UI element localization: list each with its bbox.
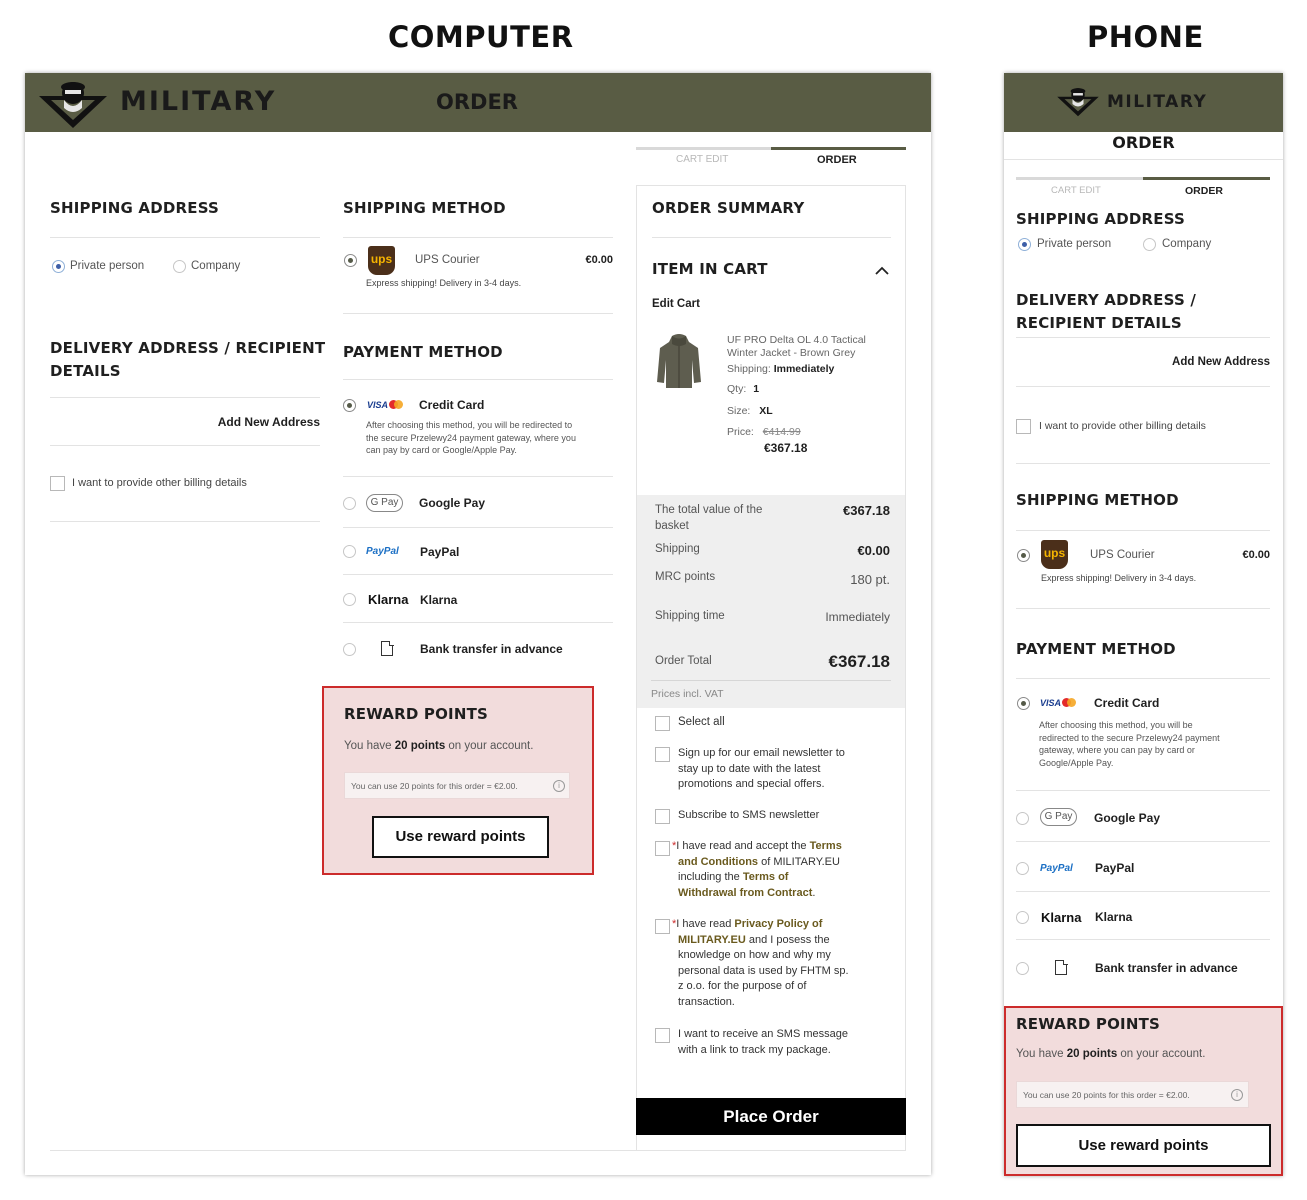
select-all-checkbox[interactable] <box>655 716 670 731</box>
radio-credit-card[interactable] <box>1017 697 1030 710</box>
terms-checkbox[interactable] <box>655 841 670 856</box>
delivery-title-line2: RECIPIENT DETAILS <box>1016 314 1182 332</box>
ups-logo-icon: ups <box>368 246 395 275</box>
divider <box>343 313 613 314</box>
divider <box>343 574 613 575</box>
tracking-sms-label[interactable] <box>678 1027 848 1058</box>
klarna-logo-icon: Klarna <box>1041 910 1082 925</box>
terms-text: I have read and accept the <box>676 840 810 852</box>
divider <box>1016 463 1270 464</box>
billing-details-checkbox[interactable] <box>1016 419 1031 434</box>
google-pay-logo-icon: G Pay <box>366 494 403 512</box>
privacy-text: I have read <box>676 918 735 930</box>
privacy-checkbox[interactable] <box>655 919 670 934</box>
ups-courier-label[interactable]: UPS Courier <box>1090 549 1155 561</box>
terms-label[interactable] <box>672 839 842 901</box>
step-bar-cart-edit <box>636 147 771 150</box>
delivery-title <box>50 337 325 383</box>
radio-private-person[interactable] <box>1018 238 1031 251</box>
terms-text: including the <box>678 871 743 883</box>
paypal-logo-icon: PayPal <box>1040 863 1073 874</box>
product-qty <box>727 383 759 395</box>
radio-paypal[interactable] <box>343 545 356 558</box>
step-bar-order <box>1143 177 1270 180</box>
credit-card-desc-line: the secure Przelewy24 payment gateway, where you <box>366 432 576 443</box>
size-label: Size: <box>727 405 751 417</box>
place-order-button[interactable]: Place Order <box>636 1098 906 1135</box>
reward-text-suffix: on your account. <box>445 740 534 752</box>
divider <box>1016 337 1270 338</box>
phone-frame <box>1004 73 1283 1176</box>
ups-note: Express shipping! Delivery in 3-4 days. <box>366 278 522 288</box>
document-icon <box>381 641 393 656</box>
radio-ups[interactable] <box>344 254 357 267</box>
required-star: * <box>672 840 677 852</box>
product-shipping <box>727 363 834 375</box>
reward-note-box <box>344 772 570 799</box>
payment-method-title: PAYMENT METHOD <box>1016 640 1176 658</box>
radio-klarna[interactable] <box>1016 911 1029 924</box>
shipping-address-title: SHIPPING ADDRESS <box>50 199 220 217</box>
shipping-label: Shipping: <box>727 363 774 375</box>
shipping-address-title: SHIPPING ADDRESS <box>1016 210 1186 228</box>
shipping-time-label: Shipping time <box>655 610 725 622</box>
radio-company[interactable] <box>173 260 186 273</box>
newsletter-checkbox[interactable] <box>655 747 670 762</box>
divider <box>343 622 613 623</box>
privacy-text: personal data is used by FHTM sp. <box>678 964 849 977</box>
privacy-text: transaction. <box>678 995 735 1008</box>
divider <box>343 527 613 528</box>
terms-text: of MILITARY.EU <box>758 855 840 868</box>
divider <box>1004 159 1283 160</box>
divider <box>50 521 320 522</box>
item-in-cart-title[interactable]: ITEM IN CART <box>652 260 768 278</box>
withdrawal-link[interactable]: Withdrawal from Contract <box>678 886 813 899</box>
step-order: ORDER <box>817 154 857 166</box>
product-name-line: UF PRO Delta OL 4.0 Tactical <box>727 334 866 346</box>
add-new-address-link[interactable]: Add New Address <box>217 415 320 429</box>
info-icon[interactable]: i <box>553 780 565 792</box>
klarna-label[interactable]: Klarna <box>1095 910 1133 924</box>
terms-link[interactable]: Terms <box>809 840 842 852</box>
divider <box>50 1150 906 1151</box>
delivery-title-line2: DETAILS <box>50 362 121 380</box>
tracking-sms-checkbox[interactable] <box>655 1028 670 1043</box>
reward-balance-text <box>344 740 533 752</box>
klarna-label[interactable]: Klarna <box>420 593 458 607</box>
divider <box>1016 790 1270 791</box>
terms-link[interactable]: and Conditions <box>678 855 759 868</box>
tracking-line: with a link to track my package. <box>678 1043 831 1056</box>
phone-label: PHONE <box>1087 20 1204 54</box>
ups-courier-label[interactable]: UPS Courier <box>415 254 480 266</box>
reward-title: REWARD POINTS <box>344 705 489 723</box>
shipping-method-title: SHIPPING METHOD <box>343 199 506 217</box>
divider <box>343 476 613 477</box>
soldier-shield-icon[interactable] <box>37 76 109 130</box>
divider <box>652 237 891 238</box>
totals-box <box>637 495 905 708</box>
size-value: XL <box>759 405 773 417</box>
bank-transfer-label[interactable]: Bank transfer in advance <box>1095 961 1238 975</box>
select-all-label[interactable]: Select all <box>678 716 725 728</box>
ups-price: €0.00 <box>1242 549 1270 561</box>
divider <box>50 237 320 238</box>
credit-card-desc-line: redirected to the secure Przelewy24 payment <box>1039 732 1220 743</box>
credit-card-desc-line: After choosing this method, you will be redirected to <box>366 420 573 430</box>
credit-card-description <box>366 419 576 457</box>
radio-bank-transfer[interactable] <box>343 643 356 656</box>
product-size <box>727 405 773 417</box>
shipping-method-title: SHIPPING METHOD <box>1016 491 1179 509</box>
privacy-text: knowledge on how and why my <box>678 949 831 961</box>
reward-points-count: 20 points <box>1066 1048 1118 1060</box>
delivery-title <box>1016 289 1196 335</box>
credit-card-desc-line: can pay by card or Google/Apple Pay. <box>366 445 517 455</box>
reward-note: You can use 20 points for this order = €2.00. <box>1023 1090 1190 1100</box>
shipping-time-value: Immediately <box>825 610 890 624</box>
reward-points-panel <box>322 686 594 875</box>
step-bar-order <box>771 147 906 150</box>
basket-value: €367.18 <box>843 503 890 518</box>
shipping-cost-value: €0.00 <box>857 543 890 558</box>
privacy-link[interactable]: MILITARY.EU <box>678 933 746 946</box>
step-cart-edit[interactable]: CART EDIT <box>676 154 729 165</box>
payment-method-title: PAYMENT METHOD <box>343 343 503 361</box>
reward-title: REWARD POINTS <box>1016 1015 1161 1033</box>
soldier-shield-icon[interactable] <box>1056 83 1100 119</box>
mastercard-icon-overlap <box>1067 698 1076 707</box>
reward-note: You can use 20 points for this order = €2.00. <box>351 781 518 791</box>
basket-label-line: basket <box>655 520 689 532</box>
add-new-address-link[interactable]: Add New Address <box>1172 356 1270 368</box>
google-pay-label[interactable]: Google Pay <box>419 496 486 510</box>
ups-price: €0.00 <box>585 254 613 266</box>
page-title: ORDER <box>1112 133 1175 152</box>
page-title: ORDER <box>436 90 518 114</box>
credit-card-desc-line: Google/Apple Pay. <box>1039 757 1114 768</box>
visa-logo-icon: VISA <box>367 400 389 410</box>
radio-private-person[interactable] <box>52 260 65 273</box>
credit-card-desc-line: gateway, where you can pay by card or <box>1039 745 1195 755</box>
radio-google-pay[interactable] <box>1016 812 1029 825</box>
paypal-label[interactable]: PayPal <box>420 545 460 559</box>
credit-card-desc-line: After choosing this method, you will be <box>1039 720 1193 730</box>
privacy-text: and I posess the <box>745 933 830 946</box>
basket-label-line: The total value of the <box>655 504 763 516</box>
billing-details-label[interactable]: I want to provide other billing details <box>72 477 247 489</box>
reward-text-suffix: on your account. <box>1117 1048 1206 1060</box>
current-price: €367.18 <box>764 441 808 455</box>
withdrawal-link[interactable]: Terms of <box>742 871 789 883</box>
step-bar-cart-edit <box>1016 177 1143 180</box>
qty-value: 1 <box>753 383 760 395</box>
mastercard-icon-overlap <box>394 400 403 409</box>
shipping-value: Immediately <box>773 363 835 375</box>
old-price: €414.99 <box>762 426 801 438</box>
desktop-header <box>25 73 931 132</box>
billing-details-label[interactable]: I want to provide other billing details <box>1039 420 1206 432</box>
step-order: ORDER <box>1185 185 1223 197</box>
credit-card-label[interactable]: Credit Card <box>1094 696 1160 710</box>
required-star: * <box>672 918 677 930</box>
sms-newsletter-checkbox[interactable] <box>655 809 670 824</box>
divider <box>1016 386 1270 387</box>
private-person-label[interactable]: Private person <box>70 260 145 272</box>
divider <box>651 680 891 681</box>
order-summary-title: ORDER SUMMARY <box>652 199 805 217</box>
company-label[interactable]: Company <box>191 260 241 272</box>
brand-name[interactable]: MILITARY <box>1107 92 1208 112</box>
paypal-logo-icon: PayPal <box>366 546 399 557</box>
reward-balance-text <box>1016 1048 1205 1060</box>
divider <box>50 445 320 446</box>
reward-text-prefix: You have <box>344 740 395 752</box>
price-label: Price: <box>727 426 754 438</box>
product-image[interactable] <box>656 332 702 390</box>
phone-header <box>1004 73 1283 132</box>
ups-logo-icon: ups <box>1041 540 1068 569</box>
private-person-label[interactable]: Private person <box>1037 238 1112 250</box>
radio-credit-card[interactable] <box>343 399 356 412</box>
shipping-cost-label: Shipping <box>655 543 700 555</box>
radio-bank-transfer[interactable] <box>1016 962 1029 975</box>
chevron-up-icon[interactable] <box>875 263 889 273</box>
desktop-frame <box>25 73 931 1175</box>
reward-points-panel <box>1004 1006 1283 1176</box>
divider <box>1016 891 1270 892</box>
product-name-line: Winter Jacket - Brown Grey <box>727 346 856 359</box>
mrc-points-value: 180 pt. <box>850 572 890 587</box>
product-price <box>727 426 801 438</box>
use-reward-points-button[interactable]: Use reward points <box>1016 1124 1271 1167</box>
tracking-line: I want to receive an SMS message <box>678 1028 848 1040</box>
privacy-link[interactable]: Privacy Policy of <box>734 918 823 930</box>
use-reward-points-button[interactable]: Use reward points <box>372 816 549 858</box>
vat-note: Prices incl. VAT <box>651 688 724 700</box>
radio-company[interactable] <box>1143 238 1156 251</box>
divider <box>343 379 613 380</box>
order-total-value: €367.18 <box>828 652 890 671</box>
visa-logo-icon: VISA <box>1040 698 1062 708</box>
privacy-text: z o.o. for the purpose of of <box>678 980 807 992</box>
step-cart-edit[interactable]: CART EDIT <box>1051 185 1101 196</box>
divider <box>1016 678 1270 679</box>
product-name[interactable] <box>727 334 866 359</box>
credit-card-description <box>1039 719 1220 769</box>
edit-cart-link[interactable]: Edit Cart <box>652 298 700 310</box>
google-pay-logo-icon: G Pay <box>1040 808 1077 826</box>
computer-label: COMPUTER <box>388 20 574 54</box>
radio-google-pay[interactable] <box>343 497 356 510</box>
klarna-logo-icon: Klarna <box>368 592 409 607</box>
divider <box>1016 608 1270 609</box>
sms-newsletter-label[interactable]: Subscribe to SMS newsletter <box>678 809 820 821</box>
order-total-label: Order Total <box>655 655 712 667</box>
company-label[interactable]: Company <box>1162 238 1212 250</box>
reward-note-box <box>1016 1081 1249 1108</box>
newsletter-line: stay up to date with the latest <box>678 762 821 775</box>
ups-note: Express shipping! Delivery in 3-4 days. <box>1041 573 1197 583</box>
divider <box>1016 939 1270 940</box>
google-pay-label[interactable]: Google Pay <box>1094 811 1161 825</box>
bank-transfer-label[interactable]: Bank transfer in advance <box>420 642 563 656</box>
privacy-label[interactable] <box>672 917 849 1010</box>
terms-text: . <box>812 886 816 899</box>
divider <box>343 237 613 238</box>
basket-label <box>655 502 762 534</box>
divider <box>1016 530 1270 531</box>
credit-card-label[interactable]: Credit Card <box>419 398 485 412</box>
reward-points-count: 20 points <box>394 740 446 752</box>
brand-name[interactable]: MILITARY <box>120 86 277 117</box>
delivery-title-line1: DELIVERY ADDRESS / <box>1016 291 1197 309</box>
paypal-label[interactable]: PayPal <box>1095 861 1135 875</box>
reward-text-prefix: You have <box>1016 1048 1067 1060</box>
divider <box>1016 841 1270 842</box>
qty-label: Qty: <box>727 383 747 395</box>
newsletter-line: promotions and special offers. <box>678 778 825 790</box>
billing-details-checkbox[interactable] <box>50 476 65 491</box>
delivery-title-line1: DELIVERY ADDRESS / RECIPIENT <box>50 339 326 357</box>
radio-ups[interactable] <box>1017 549 1030 562</box>
mrc-points-label: MRC points <box>655 571 716 583</box>
newsletter-line: Sign up for our email newsletter to <box>678 747 845 759</box>
info-icon[interactable]: i <box>1231 1089 1243 1101</box>
newsletter-label[interactable] <box>678 746 845 793</box>
radio-klarna[interactable] <box>343 593 356 606</box>
radio-paypal[interactable] <box>1016 862 1029 875</box>
divider <box>50 397 320 398</box>
document-icon <box>1055 960 1067 975</box>
